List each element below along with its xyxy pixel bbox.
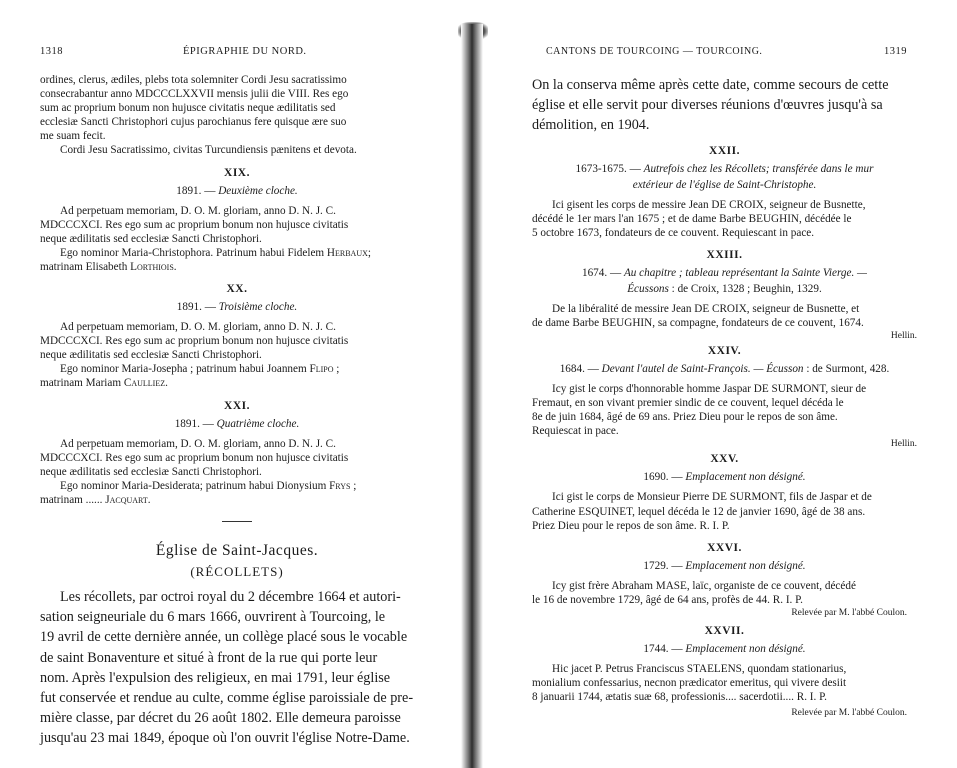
source-signature: Relevée par M. l'abbé Coulon.: [791, 607, 907, 618]
inscription-escutcheon-detail: : de Surmont, 428.: [803, 363, 890, 376]
inscription-heading: [40, 184, 434, 198]
right-intro: [532, 75, 917, 136]
inscription-heading: [40, 300, 434, 314]
text-line: fut conservée et rendue au culte, comme église paroissiale de pre-: [40, 689, 414, 706]
text-line: démolition, en 1904.: [532, 117, 650, 134]
inscription-xxiv: [532, 344, 917, 450]
inscription-location: Emplacement non désigné.: [685, 642, 806, 655]
text-line: ecclesiæ Sancti Christophori cujus parochianus fere quisque ære suo: [40, 116, 347, 129]
text-line: Icy gist frère Abraham MASE, laïc, organiste de ce couvent, décédé: [552, 579, 856, 592]
source-signature: Hellin.: [890, 439, 917, 450]
text-line: Hic jacet P. Petrus Franciscus STAELENS, quondam stationarius,: [552, 662, 847, 675]
left-page-number: 1318: [40, 46, 63, 57]
inscription-location: extérieur de l'église de Saint-Christophe.: [632, 178, 817, 191]
person-name: Jacquart: [105, 493, 148, 506]
inscription-year: 1891. —: [176, 184, 219, 197]
inscription-heading: [532, 266, 917, 280]
inscription-number: XXVI.: [707, 541, 742, 554]
text-line: Ad perpetuam memoriam, D. O. M. gloriam, anno D. N. J. C.: [60, 321, 336, 334]
text-line: de saint Bonaventure et situé à front de la rue qui porte leur: [40, 649, 378, 666]
right-page-number: 1319: [884, 46, 907, 57]
inscription-location: Autrefois chez les Récollets; transférée dans le mur: [643, 162, 874, 175]
right-page-body: [494, 75, 957, 719]
inscription-heading: [532, 470, 917, 484]
text-line: [40, 246, 434, 260]
text-line: MDCCCXCI. Res ego sum ac proprium bonum non hujusce civitatis: [40, 451, 349, 464]
inscription-xxii: [532, 144, 917, 240]
inscription-year: 1729. —: [643, 559, 686, 572]
text-line: 8 januarii 1744, ætatis suæ 68, professionis.... sacerdotii.... R. I. P.: [532, 691, 827, 704]
text-line: église et elle servit pour diverses réunions d'œuvres jusqu'à sa: [532, 97, 883, 114]
text-line: [40, 493, 434, 507]
inscription-number: XXIII.: [706, 248, 743, 261]
text-line: neque ædilitatis sed ecclesiæ Sancti Christophori.: [40, 232, 262, 245]
text-line: 19 avril de cette dernière année, un collège placé sous le vocable: [40, 629, 408, 646]
inscription-xxi: [40, 399, 434, 507]
text-line: jusqu'au 23 mai 1849, époque où l'on ouvrit l'église Notre-Dame.: [40, 730, 410, 747]
text-line: Catherine ESQUINET, lequel décéda le 12 de janvier 1690, âgé de 38 ans.: [532, 505, 866, 518]
inscription-heading: [532, 162, 917, 176]
text-fragment: .: [165, 377, 168, 390]
text-fragment: .: [147, 493, 151, 506]
person-name: Lorthiois: [130, 260, 174, 273]
text-line: On la conserva même après cette date, comme secours de cette: [532, 77, 889, 93]
inscription-subtitle: Deuxième cloche.: [218, 184, 298, 197]
left-page-body: [0, 73, 462, 749]
text-line: Cordi Jesu Sacratissimo, civitas Turcundiensis pænitens et devota.: [60, 144, 357, 157]
text-fragment: Ego nominor Maria-Christophora. Patrinum habui Fidelem: [60, 246, 327, 259]
person-name: Caulliez: [123, 377, 166, 390]
inscription-location: Devant l'autel de Saint-François. — Écusson: [601, 363, 804, 376]
inscription-number: XX.: [226, 283, 248, 296]
text-line: Fremaut, en son vivant premier sindic de ce couvent, lequel décéda le: [532, 397, 844, 410]
inscription-heading: [40, 417, 434, 431]
text-line: Ad perpetuam memoriam, D. O. M. gloriam, anno D. N. J. C.: [60, 437, 336, 450]
text-line: le 16 de novembre 1729, âgé de 64 ans, profès de 44. R. I. P.: [532, 593, 803, 606]
section-divider: [222, 521, 252, 522]
text-fragment: matrinam Mariam: [40, 377, 124, 390]
text-fragment: ;: [333, 363, 340, 376]
inscription-number: XIX.: [224, 166, 250, 179]
text-line: mière classe, par décret du 26 août 1802. Elle demeura paroisse: [40, 710, 401, 727]
person-name: Flipo: [309, 363, 334, 376]
inscription-heading-cont: [532, 178, 917, 192]
inscription-xxiii: [532, 248, 917, 342]
text-line: Requiescat in pace.: [532, 425, 619, 438]
inscription-year: 1744. —: [643, 642, 686, 655]
church-subtitle: (RÉCOLLETS): [190, 563, 284, 579]
source-signature: Hellin.: [890, 331, 917, 342]
text-line: Icy gist le corps d'honnorable homme Jaspar DE SURMONT, sieur de: [552, 383, 867, 396]
inscription-escutcheon: Écussons: [627, 282, 669, 295]
text-line: neque ædilitatis sed ecclesiæ Sancti Christophori.: [40, 349, 262, 362]
text-line: de dame Barbe BEUGHIN, sa compagne, fondateurs de ce couvent, 1674.: [532, 316, 864, 329]
text-line: [40, 260, 434, 274]
text-line: Priez Dieu pour le repos de son âme. R. I. P.: [532, 519, 730, 532]
inscription-heading: [532, 362, 917, 376]
inscription-location: Au chapitre ; tableau représentant la Sainte Vierge. —: [623, 266, 868, 279]
person-name: Herbaux: [326, 246, 368, 259]
text-line: Les récollets, par octroi royal du 2 décembre 1664 et autori-: [60, 588, 401, 605]
right-running-head: CANTONS DE TOURCOING — TOURCOING.: [546, 46, 763, 57]
inscription-number: XXVII.: [704, 624, 745, 637]
inscription-xxvi: [532, 541, 917, 619]
church-narrative: [40, 587, 434, 749]
inscription-year: 1891. —: [174, 417, 217, 430]
text-fragment: matrinam ......: [40, 493, 106, 506]
inscription-xxv: [532, 452, 917, 532]
inscription-xx: [40, 282, 434, 390]
inscription-year: 1674. —: [581, 266, 624, 279]
source-signature: Relevée par M. l'abbé Coulon.: [791, 708, 907, 719]
inscription-subtitle: Troisième cloche.: [218, 301, 298, 314]
text-fragment: Ego nominor Maria-Desiderata; patrinum habui Dionysium: [60, 479, 330, 492]
inscription-number: XXI.: [224, 399, 250, 412]
inscription-location: Emplacement non désigné.: [685, 559, 806, 572]
text-line: De la libéralité de messire Jean DE CROIX, seigneur de Busnette, et: [552, 302, 860, 315]
inscription-year: 1673-1675. —: [575, 162, 644, 175]
text-line: [40, 479, 434, 493]
inscription-year: 1891. —: [176, 301, 219, 314]
left-running-head: ÉPIGRAPHIE DU NORD.: [183, 46, 307, 57]
text-fragment: Ego nominor Maria-Josepha ; patrinum habui Joannem: [60, 363, 310, 376]
text-line: Ici gist le corps de Monsieur Pierre DE SURMONT, fils de Jaspar et de: [552, 491, 872, 504]
inscription-heading-cont: [532, 282, 917, 296]
text-fragment: ;: [350, 479, 357, 492]
text-line: décédé le 1er mars l'an 1675 ; et de dame Barbe BEUGHIN, décédée le: [532, 212, 852, 225]
text-line: neque ædilitatis sed ecclesiæ Sancti Christophori.: [40, 465, 262, 478]
church-title: Église de Saint-Jacques.: [155, 541, 319, 559]
inscription-subtitle: Quatrième cloche.: [216, 417, 300, 430]
inscription-year: 1690. —: [643, 471, 686, 484]
inscription-xix: [40, 166, 434, 274]
inscription-heading: [532, 642, 917, 656]
inscription-heading: [532, 559, 917, 573]
inscription-number: XXIV.: [707, 345, 742, 358]
text-fragment: ;: [367, 246, 371, 259]
text-line: ordines, clerus, ædiles, plebs tota solemniter Cordi Jesu sacratissimo: [40, 74, 347, 86]
text-fragment: matrinam Elisabeth: [40, 260, 131, 273]
text-line: me suam fecit.: [40, 130, 106, 143]
text-line: consecrabantur anno MDCCCLXXVII mensis julii die VIII. Res ego: [40, 88, 349, 101]
book-spine: [461, 24, 483, 768]
text-fragment: .: [173, 260, 177, 273]
text-line: [40, 362, 434, 376]
inscription-escutcheon-detail: : de Croix, 1328 ; Beughin, 1329.: [668, 282, 822, 295]
text-line: Ici gisent les corps de messire Jean DE CROIX, seigneur de Busnette,: [552, 198, 866, 211]
inscription-year: 1684. —: [559, 363, 602, 376]
inscription-location: Emplacement non désigné.: [685, 471, 806, 484]
text-line: MDCCCXCI. Res ego sum ac proprium bonum non hujusce civitatis: [40, 335, 349, 348]
text-line: sation seigneuriale du 6 mars 1666, ouvrirent à Tourcoing, le: [40, 609, 386, 626]
left-intro: [40, 73, 434, 158]
text-line: 8e de juin 1684, âgé de 69 ans. Priez Dieu pour le repos de son âme.: [532, 411, 838, 424]
text-line: MDCCCXCI. Res ego sum ac proprium bonum non hujusce civitatis: [40, 218, 349, 231]
inscription-number: XXV.: [710, 453, 739, 466]
text-line: sum ac proprium bonum non hujusce civitatis neque ædilitatis sed: [40, 102, 336, 115]
text-line: 5 octobre 1673, fondateurs de ce couvent. Requiescant in pace.: [532, 226, 815, 239]
person-name: Frys: [329, 479, 351, 492]
text-line: nom. Après l'expulsion des religieux, en mai 1791, leur église: [40, 669, 391, 686]
text-line: Ad perpetuam memoriam, D. O. M. gloriam, anno D. N. J. C.: [60, 204, 336, 217]
inscription-number: XXII.: [709, 144, 740, 157]
text-line: monialium confessarius, necnon prædicator emeritus, qui vivere desiit: [532, 677, 847, 690]
text-line: [40, 376, 434, 390]
inscription-xxvii: [532, 624, 917, 719]
